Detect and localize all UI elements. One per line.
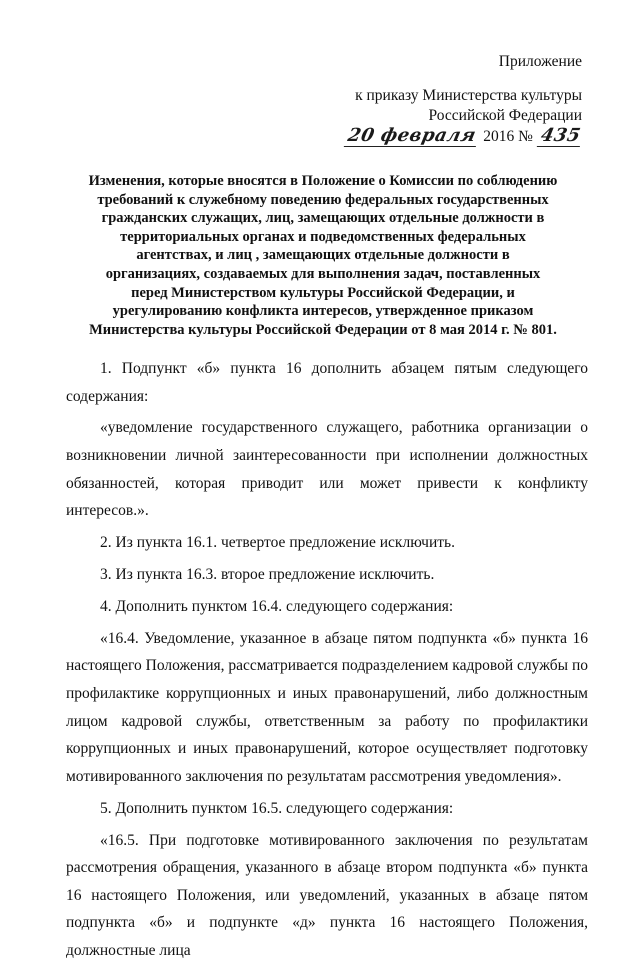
document-title: Изменения, которые вносятся в Положение о Комиссии по соблюдению требований к служебному поведению федеральных государственных гражданских служащих, лиц, замещающих отдельные должности в территориальных органах и подведомственных федеральных агентствах, и лиц , замещающих отдельные должности в организациях, создаваемых для выполнения задач, поставленных перед Министерством культуры Российской Федерации, и урегулированию конфликта интересов, утвержденное приказом Министерства культуры Российской Федерации от 8 мая 2014 г. № 801. — [88, 173, 558, 338]
appendix-label: Приложение — [498, 53, 582, 70]
paragraph-1: 1. Подпункт «б» пункта 16 дополнить абзацем пятым следующего содержания: — [66, 360, 588, 405]
order-line-1: к приказу Министерства культуры — [355, 87, 582, 104]
paragraph-3: 3. Из пункта 16.3. второе предложение исключить. — [100, 566, 435, 584]
order-reference — [346, 86, 582, 147]
paragraph-1-quote: «уведомление государственного служащего, работника организации о возникновении личной заинтересованности при исполнении должностных обязанностей, которая приводит или может привести к конфликту интересов.». — [66, 419, 588, 520]
document-body — [66, 355, 588, 969]
handwritten-number: 435 — [537, 126, 585, 147]
paragraph-5: 5. Дополнить пунктом 16.5. следующего содержания: — [100, 799, 454, 817]
paragraph-2: 2. Из пункта 16.1. четвертое предложение исключить. — [100, 534, 455, 552]
paragraph-4: 4. Дополнить пунктом 16.4. следующего содержания: — [100, 597, 454, 615]
paragraph-5-quote: «16.5. При подготовке мотивированного заключения по результатам рассмотрения обращения, указанного в абзаце втором подпункта «б» пункта 16 настоящего Положения, или уведомлений, указанных в абзаце пятом подпункта «б» и подпункте «д» пункта 16 настоящего Положения, должностные лица — [66, 831, 588, 959]
order-line-2: Российской Федерации — [428, 107, 582, 124]
order-date-line — [346, 126, 582, 147]
paragraph-4-quote: «16.4. Уведомление, указанное в абзаце пятом подпункта «б» пункта 16 настоящего Положения, рассматривается подразделением кадровой службы по профилактике коррупционных и иных правонарушений, либо должностным лицом кадровой службы, ответственным за работу по профилактики коррупционных и иных правонарушений, которое осуществляет подготовку мотивированного заключения по результатам рассмотрения уведомления». — [66, 629, 588, 785]
handwritten-date: 20 февраля — [343, 126, 479, 147]
order-year: 2016 № — [483, 128, 533, 145]
